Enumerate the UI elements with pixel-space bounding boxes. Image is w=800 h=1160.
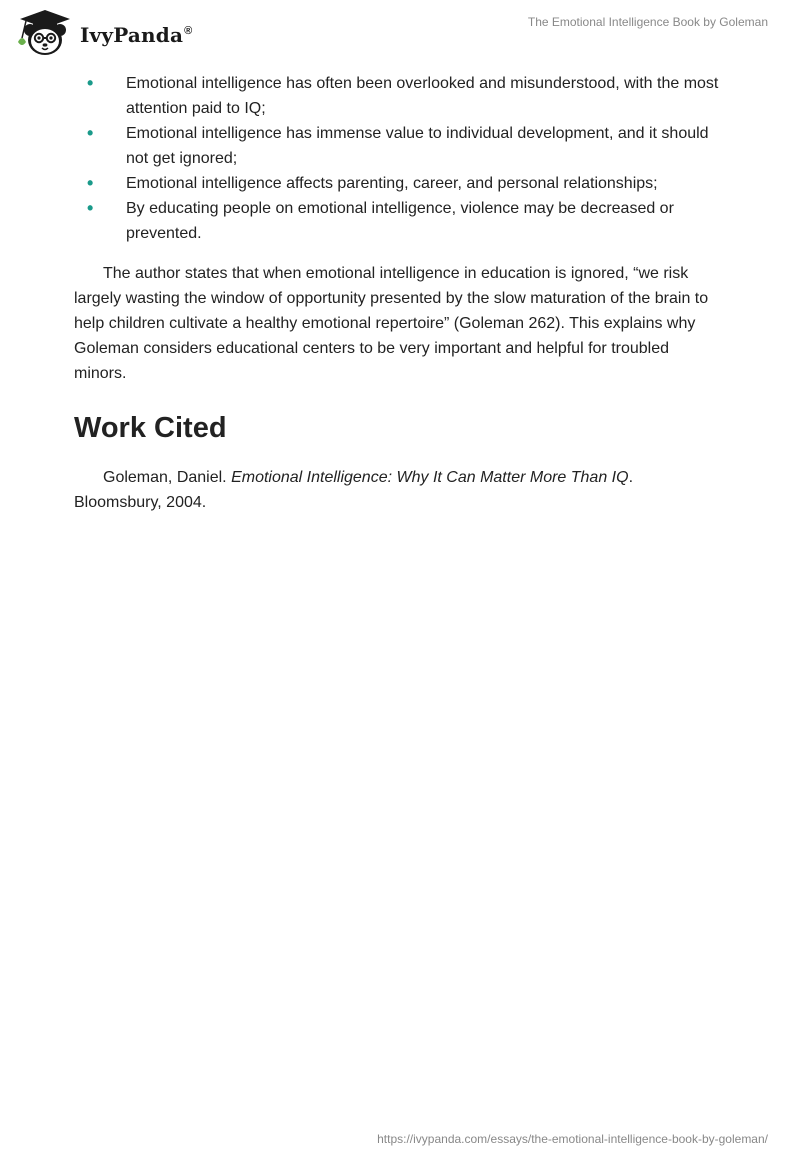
registered-mark: ® — [184, 25, 193, 38]
list-item-text: Emotional intelligence has immense value to individual development, and it should not get ignored; — [126, 125, 709, 167]
document-body — [74, 71, 724, 515]
running-title: The Emotional Intelligence Book by Goleman — [527, 15, 768, 29]
list-item-text: By educating people on emotional intelligence, violence may be decreased or prevented. — [126, 200, 674, 242]
list-item — [74, 71, 724, 121]
bullet-icon: • — [87, 198, 94, 218]
list-item — [74, 171, 724, 196]
works-cited-heading: Work Cited — [74, 412, 227, 444]
bullet-list — [74, 71, 724, 246]
citation-author: Goleman, Daniel. — [103, 469, 232, 486]
bullet-icon: • — [87, 123, 94, 143]
bullet-icon: • — [87, 73, 94, 93]
source-url[interactable]: https://ivypanda.com/essays/the-emotional-intelligence-book-by-goleman/ — [377, 1132, 768, 1146]
list-item-text: Emotional intelligence affects parenting, career, and personal relationships; — [126, 175, 658, 192]
citation-title: Emotional Intelligence: Why It Can Matter More Than IQ — [231, 469, 629, 486]
citation-entry — [74, 465, 724, 515]
page-header — [0, 0, 800, 70]
citation-publisher: . Bloomsbury, 2004. — [74, 469, 634, 511]
list-item — [74, 121, 724, 171]
bullet-icon: • — [87, 173, 94, 193]
list-item-text: Emotional intelligence has often been overlooked and misunderstood, with the most attention paid to IQ; — [126, 75, 719, 117]
ivypanda-logo[interactable] — [16, 8, 192, 58]
brand-name: IvyPanda® — [80, 23, 193, 47]
panda-mascot-icon — [16, 8, 74, 58]
list-item — [74, 196, 724, 246]
body-paragraph: The author states that when emotional intelligence in education is ignored, “we risk largely wasting the window of opportunity presented by the slow maturation of the brain to help children cultivate a healthy emotional repertoire” (Goleman 262). This explains why Goleman considers educational centers to be very important and helpful for troubled minors. — [74, 265, 709, 382]
